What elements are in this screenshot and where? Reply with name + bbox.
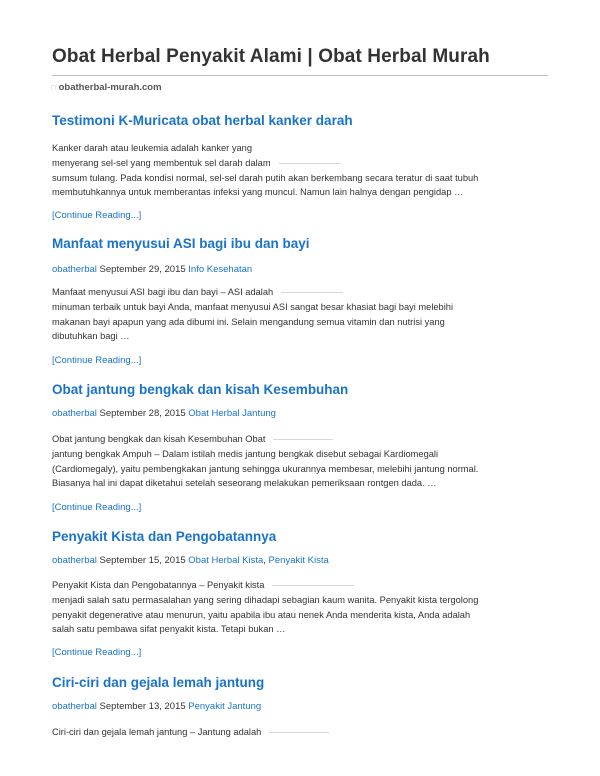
post-excerpt — [52, 285, 552, 344]
site-title: Obat Herbal Penyakit Alami | Obat Herbal Murah — [52, 46, 490, 67]
excerpt-line: menyerang sel-sel yang membentuk sel darah dalam — [52, 156, 552, 171]
post-category[interactable]: Obat Herbal Jantung — [188, 408, 276, 419]
excerpt-line: penyakit degenerative atau menurun, yaitu apabila ibu atau nenek Anda menderita kista, Anda adalah — [52, 609, 471, 620]
post-date: September 13, 2015 — [99, 701, 186, 712]
image-placeholder-rule — [272, 585, 354, 586]
post-category[interactable]: Obat Herbal Kista — [188, 555, 264, 566]
excerpt-line: Kanker darah atau leukemia adalah kanker yang — [52, 143, 253, 153]
post-title[interactable]: Testimoni K-Muricata obat herbal kanker darah — [52, 113, 353, 128]
post-author[interactable]: obatherbal — [52, 701, 97, 712]
post-excerpt — [52, 725, 552, 740]
post-excerpt — [52, 578, 552, 637]
excerpt-line: Penyakit Kista dan Pengobatannya – Penyakit kista — [52, 578, 552, 593]
post-date: September 29, 2015 — [99, 264, 186, 275]
continue-reading-link[interactable]: [Continue Reading...] — [52, 355, 142, 366]
post-title[interactable]: Penyakit Kista dan Pengobatannya — [52, 529, 277, 544]
post-category[interactable]: Penyakit Jantung — [188, 701, 262, 712]
excerpt-line: Ciri-ciri dan gejala lemah jantung – Jantung adalah — [52, 725, 552, 740]
site-url[interactable]: obatherbal-murah.com — [58, 82, 162, 93]
excerpt-line: sumsum tulang. Pada kondisi normal, sel-sel darah putih akan berkembang secara teratur di saat tubuh — [52, 172, 479, 183]
post-meta — [52, 408, 276, 419]
site-url-row — [51, 82, 162, 93]
excerpt-line: salah satu pembawa sifat penyakit kista. Tetapi bukan … — [52, 624, 286, 635]
post-author[interactable]: obatherbal — [52, 408, 97, 419]
continue-reading-link[interactable]: [Continue Reading...] — [52, 502, 142, 513]
title-divider — [52, 75, 548, 76]
post-excerpt — [52, 432, 552, 491]
post-title[interactable]: Obat jantung bengkak dan kisah Kesembuhan — [52, 382, 349, 397]
excerpt-line: dibutuhkan bagi … — [52, 331, 130, 342]
post-title[interactable]: Manfaat menyusui ASI bagi ibu dan bayi — [52, 236, 310, 251]
image-placeholder-rule — [279, 163, 341, 164]
image-placeholder-rule — [269, 732, 329, 733]
continue-reading-link[interactable]: [Continue Reading...] — [52, 210, 142, 221]
excerpt-line: membutuhkannya untuk memberantas infeksi yang muncul. Namun lain halnya dengan pengidap … — [52, 187, 464, 198]
excerpt-line: menjadi salah satu permasalahan yang sering dihadapi sebagian kaum wanita. Penyakit kista tergolong — [52, 594, 479, 605]
continue-reading-link[interactable]: [Continue Reading...] — [52, 647, 142, 658]
excerpt-line: (Cardiomegaly), yaitu pembengkakan jantung sehingga ukurannya membesar, melebihi jantung normal. — [52, 463, 479, 474]
post-date: September 28, 2015 — [99, 408, 186, 419]
post-excerpt — [52, 141, 552, 200]
post-title[interactable]: Ciri-ciri dan gejala lemah jantung — [52, 675, 265, 690]
post-meta — [52, 264, 252, 275]
excerpt-line: Biasanya hal ini dapat diketahui setelah seseorang melakukan pemeriksaan rontgen dada. … — [52, 478, 437, 489]
category-separator: , — [263, 555, 266, 566]
post-author[interactable]: obatherbal — [52, 555, 97, 566]
excerpt-line: jantung bengkak Ampuh – Dalam istilah medis jantung bengkak disebut sebagai Kardiomegali — [52, 448, 439, 459]
post-meta — [52, 555, 329, 566]
image-placeholder-rule — [273, 439, 333, 440]
excerpt-line: Obat jantung bengkak dan kisah Kesembuhan Obat — [52, 432, 552, 447]
excerpt-line: minuman terbaik untuk bayi Anda, manfaat menyusui ASI sangat besar khasiat bagi bayi melebihi — [52, 301, 454, 312]
post-category[interactable]: Penyakit Kista — [268, 555, 329, 566]
excerpt-line: makanan bayi apapun yang ada dibumi ini. Selain mengandung semua vitamin dan nutrisi yang — [52, 316, 445, 327]
post-meta — [52, 701, 261, 712]
excerpt-line: Manfaat menyusui ASI bagi ibu dan bayi – ASI adalah — [52, 285, 552, 300]
post-category[interactable]: Info Kesehatan — [188, 264, 253, 275]
post-author[interactable]: obatherbal — [52, 264, 97, 275]
image-placeholder-rule — [281, 292, 343, 293]
link-icon: ◻ — [51, 84, 56, 91]
post-date: September 15, 2015 — [99, 555, 186, 566]
